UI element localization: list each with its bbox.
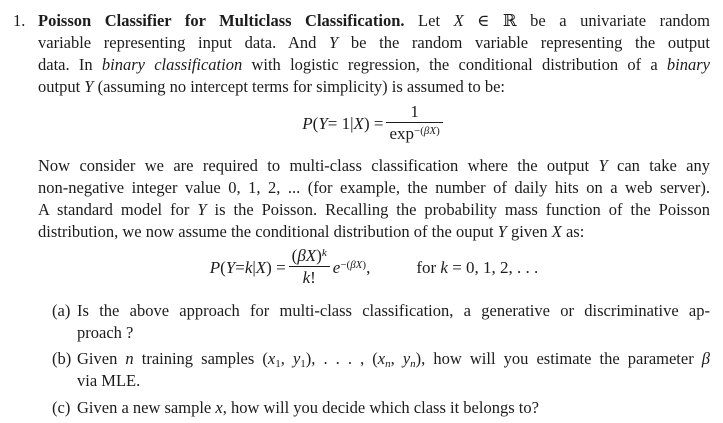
math-var-Y: Y <box>497 222 507 241</box>
text-segment: Given <box>77 349 126 368</box>
denominator <box>289 266 330 289</box>
text-segment: , how will you decide which class it belongs to? <box>222 398 539 417</box>
subquestion-label: (a) <box>52 301 71 320</box>
math-token: k <box>244 257 253 277</box>
equation-poisson <box>38 244 710 290</box>
subquestion-label: (c) <box>52 398 71 417</box>
math-token: P <box>302 113 313 133</box>
math-token: Y <box>318 113 328 133</box>
math-token: βX <box>423 125 437 137</box>
math-var-y1: y <box>292 349 301 368</box>
problem-statement-paragraph-2 <box>38 155 710 243</box>
text-segment: = 0, 1, 2, . . . <box>447 257 539 277</box>
text-segment: non-negative integer value 0, 1, 2, ... (for example, the number of daily hits on a web server). <box>38 178 710 197</box>
math-token: ) = <box>266 257 286 277</box>
text-line <box>38 10 710 32</box>
math-token: ) <box>316 246 322 265</box>
text-line <box>77 300 710 322</box>
subquestion-c <box>38 397 710 419</box>
math-var-X: X <box>453 11 464 30</box>
subscript-n: n <box>410 358 416 370</box>
text-line <box>38 155 710 177</box>
math-token: ) <box>362 258 367 271</box>
problem-number: 1. <box>13 11 26 30</box>
math-token: βX <box>350 258 363 271</box>
text-segment: given <box>506 222 552 241</box>
text-segment: Given a new sample <box>77 398 216 417</box>
fraction <box>386 101 442 145</box>
superscript-k: k <box>321 247 327 259</box>
math-var-beta: β <box>701 349 711 368</box>
subquestion-a <box>38 300 710 344</box>
math-var-x: x <box>215 398 223 417</box>
fraction <box>289 245 330 289</box>
math-token: X <box>255 257 267 277</box>
problem-statement-paragraph-1 <box>38 10 710 98</box>
superscript-exponent <box>414 125 440 137</box>
text-segment: training samples ( <box>133 349 268 368</box>
exponential-term <box>333 257 371 278</box>
text-segment: variable representing input data. And <box>38 33 330 52</box>
math-token: ! <box>310 268 316 287</box>
math-token: ( <box>291 246 298 265</box>
text-segment: is the Poisson. Recalling the probability mass function of the Poisson <box>206 200 710 219</box>
text-line <box>38 32 710 54</box>
text-segment: Let <box>404 11 454 30</box>
math-token: exp <box>389 124 414 143</box>
text-line <box>38 221 710 243</box>
text-segment: ), . . . , ( <box>305 349 378 368</box>
text-segment: via MLE. <box>77 371 141 390</box>
emphasis-binary-classification: binary classification <box>101 55 243 74</box>
text-line <box>38 76 710 98</box>
subquestion-text <box>77 300 710 344</box>
math-token: ) = <box>363 113 384 133</box>
math-token: | <box>252 257 256 277</box>
superscript-exponent <box>340 259 366 271</box>
math-token: P <box>209 257 221 277</box>
text-segment: (assuming no intercept terms for simplicity) is assumed to be: <box>93 77 505 96</box>
math-var-X: X <box>551 222 562 241</box>
math-var-Y: Y <box>197 200 207 219</box>
text-line <box>77 322 710 344</box>
text-line <box>38 177 710 199</box>
math-token: βX <box>297 246 317 265</box>
text-segment: for <box>416 257 441 277</box>
math-var-Y: Y <box>84 77 94 96</box>
math-token: = <box>235 257 245 277</box>
denominator <box>386 122 442 145</box>
subscript-1: 1 <box>300 358 306 370</box>
subquestion-text <box>77 348 710 392</box>
problem-title: Poisson Classifier for Multiclass Classification. <box>38 11 405 30</box>
numerator <box>289 245 330 266</box>
text-segment: , <box>390 349 403 368</box>
problem-content <box>38 10 710 419</box>
math-token: Y <box>225 257 236 277</box>
text-segment: data. In <box>38 55 102 74</box>
subscript-1: 1 <box>275 358 281 370</box>
text-line <box>38 54 710 76</box>
math-token: , <box>366 257 371 277</box>
text-segment: ∈ ℝ be a univariate random <box>463 11 710 30</box>
text-segment: A standard model for <box>38 200 198 219</box>
math-var-k: k <box>440 257 448 277</box>
text-segment: as: <box>561 222 585 241</box>
numerator: 1 <box>410 102 419 121</box>
math-token: = 1| <box>327 113 354 133</box>
math-var-x1: x <box>267 349 276 368</box>
text-segment: Is the above approach for multi-class classification, a generative or discriminative ap- <box>77 301 710 320</box>
math-token: ) <box>436 125 440 137</box>
text-segment: can take any <box>607 156 710 175</box>
math-token: ( <box>220 257 226 277</box>
math-var-Y: Y <box>329 33 339 52</box>
math-token: X <box>353 113 364 133</box>
text-segment: proach ? <box>77 323 134 342</box>
math-token: −( <box>413 125 424 137</box>
text-line <box>77 370 710 392</box>
math-var-xn: x <box>377 349 386 368</box>
text-segment: , <box>280 349 293 368</box>
subquestion-b <box>38 348 710 392</box>
equation-logistic <box>38 100 710 146</box>
subquestion-text <box>77 397 710 419</box>
math-token: k <box>302 268 311 287</box>
text-line <box>77 397 710 419</box>
subscript-n: n <box>385 358 391 370</box>
math-token: e <box>332 257 341 277</box>
equation-condition <box>416 257 538 278</box>
math-var-yn: y <box>402 349 411 368</box>
text-segment: output <box>38 77 85 96</box>
text-segment: with logistic regression, the conditional distribution of a <box>242 55 667 74</box>
math-token: −( <box>340 258 351 271</box>
emphasis-binary: binary <box>666 55 711 74</box>
text-segment: ), how will you estimate the parameter <box>415 349 702 368</box>
text-line <box>38 199 710 221</box>
math-var-Y: Y <box>598 156 608 175</box>
subquestion-label: (b) <box>52 349 72 368</box>
math-token: ( <box>312 113 319 133</box>
text-line <box>77 348 710 370</box>
math-var-n: n <box>125 349 134 368</box>
text-segment: be the random variable representing the output <box>338 33 710 52</box>
text-segment: Now consider we are required to multi-class classification where the output <box>38 156 599 175</box>
text-segment: distribution, we now assume the conditional distribution of the ouput <box>38 222 498 241</box>
